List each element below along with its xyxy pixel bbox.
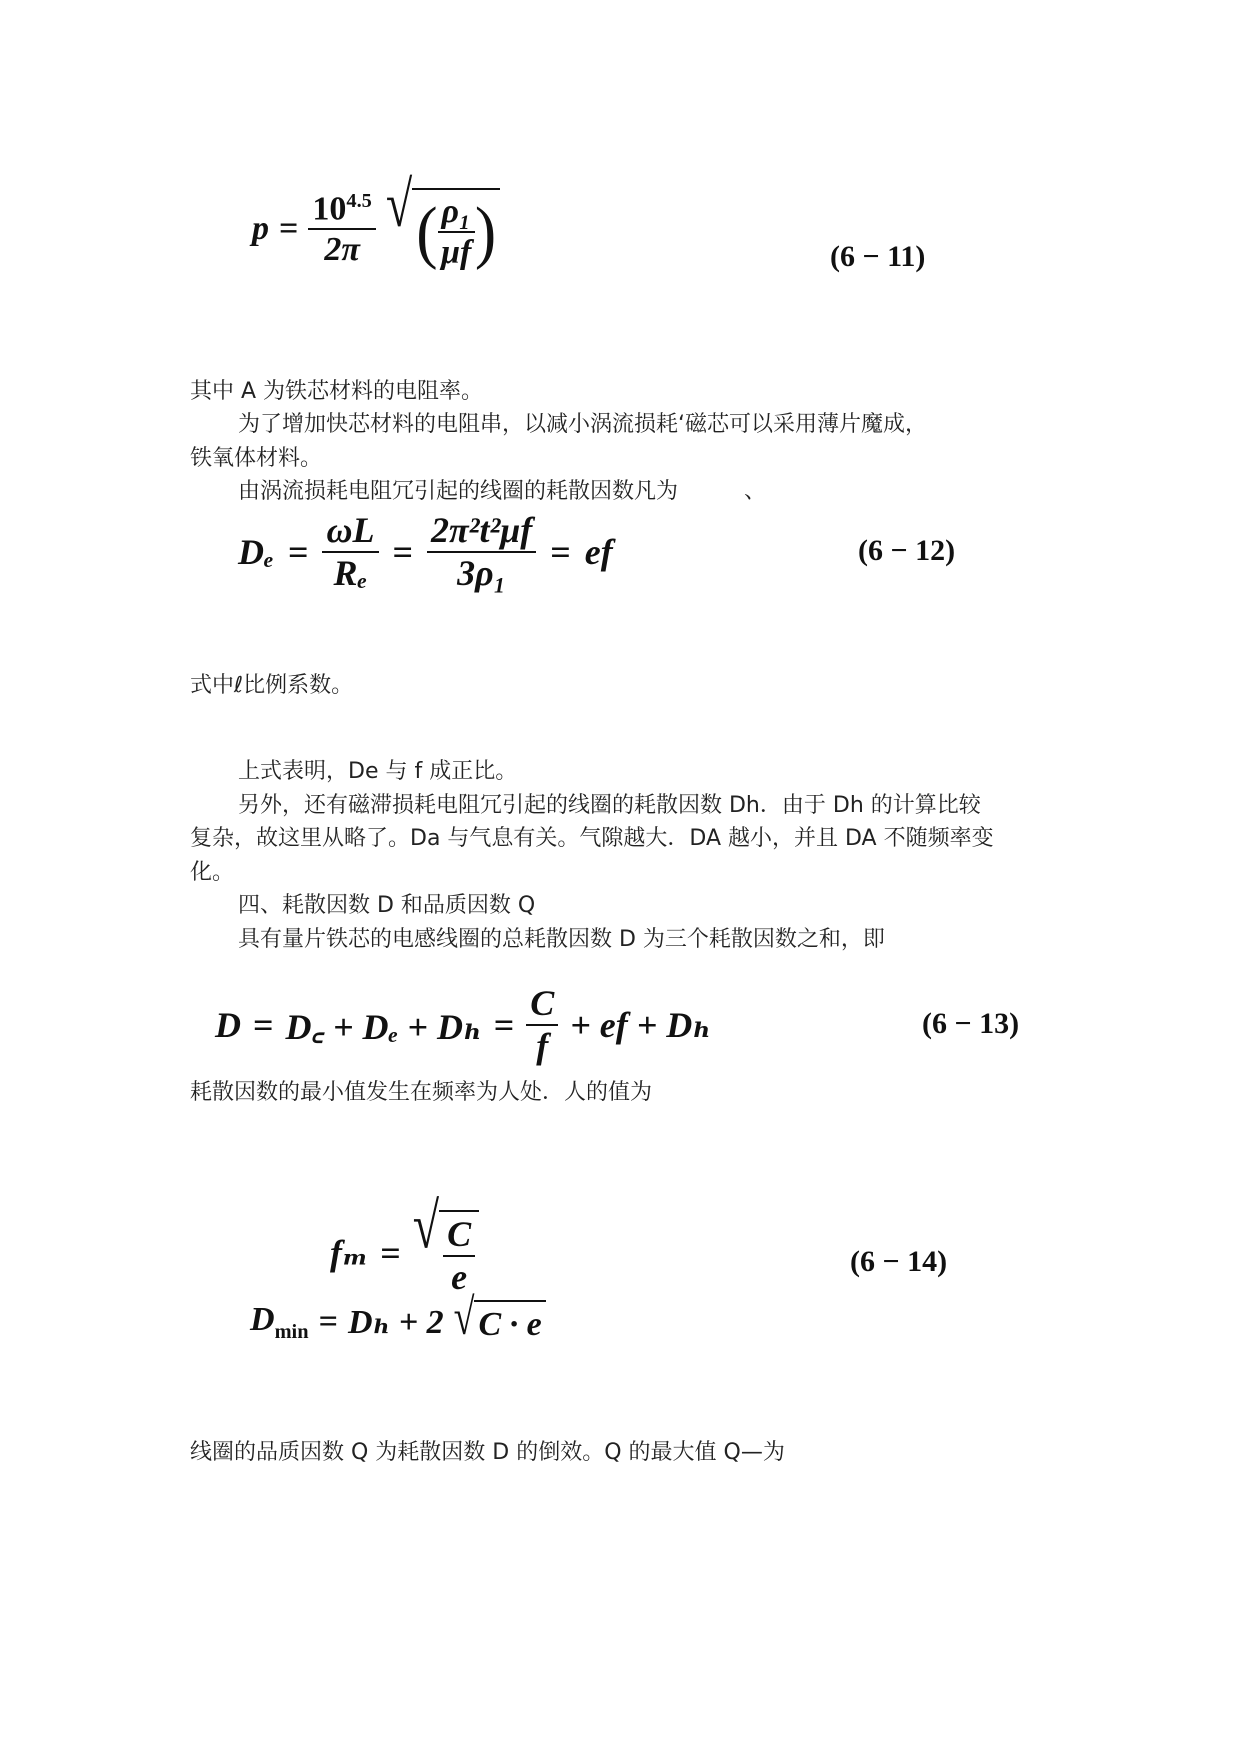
paragraph-6-line-3: 化。 (190, 860, 235, 885)
equation-6-13: D = D꜀ + Dₑ + Dₕ = $\frac{C}{f}$ + ef + Dₕ (215, 983, 712, 1066)
paragraph-4: 式中ℓ比例系数。 (190, 673, 354, 698)
equals-sign: = (279, 210, 299, 248)
equation-number-6-13: (6 − 13) (922, 1007, 1020, 1040)
sqrt-expression (385, 169, 500, 271)
equation-number-6-14: (6 − 14) (850, 1245, 948, 1278)
equation-6-12: Dₑ = $\frac{\omega L}{\text{Rₑ}}$ = $\frac{\text{2π²t²μf}}{\text{3ρ₁}}$ = ef (238, 510, 613, 593)
paragraph-5: 上式表明，De 与 f 成正比。 (238, 759, 518, 784)
paragraph-8: 具有量片铁芯的电感线圈的总耗散因数 D 为三个耗散因数之和，即 (238, 927, 885, 952)
eq-lhs: D (215, 1005, 241, 1046)
eq-terms: D꜀ + Dₑ + Dₕ (285, 1006, 482, 1047)
equation-6-14: fₘ = √ $\frac{C}{e}$ (330, 1210, 479, 1297)
eq-fraction (308, 191, 376, 268)
equation-6-11 (252, 169, 500, 271)
sqrt-body: $\frac{C}{e}$ (439, 1210, 479, 1297)
equation-dmin: $D_{min}$ = Dₕ + 2 √ C · e (250, 1300, 546, 1344)
sqrt-sign: √ (385, 169, 413, 242)
sqrt-body: ( $\frac{\text{ρ₁}}{\mu f}$ ) (412, 188, 500, 270)
equation-number-6-11: (6 − 11) (830, 240, 926, 273)
sqrt-expression: √ C · e (454, 1300, 546, 1344)
fraction-numerator: $10^{4.5}$ (308, 191, 376, 230)
paragraph-3: 由涡流损耗电阻冗引起的线圈的耗散因数凡为 、 (238, 479, 767, 504)
eq-lhs: Dₑ (238, 532, 274, 573)
sqrt-sign: √ (412, 1190, 440, 1263)
eq-fraction: $\frac{C}{f}$ (526, 985, 558, 1066)
paragraph-2-line-2: 铁氧体材料。 (190, 446, 323, 471)
eq-rhs: Dₕ + 2 (347, 1304, 444, 1341)
paragraph-6-line-2: 复杂，故这里从略了。Da 与气息有关。气隙越大．DA 越小，并且 DA 不随频率变 (190, 826, 994, 851)
paragraph-6-line-1: 另外，还有磁滞损耗电阻冗引起的线圈的耗散因数 Dh．由于 Dh 的计算比较 (238, 793, 981, 818)
sqrt-sign: √ (453, 1289, 475, 1347)
inner-fraction: $\frac{\text{ρ₁}}{\mu f}$ (438, 194, 475, 270)
eq-lhs: p (252, 210, 269, 248)
eq-rhs: ef (584, 532, 613, 573)
eq-fraction-2: $\frac{\text{2π²t²μf}}{\text{3ρ₁}}$ (427, 512, 536, 593)
paragraph-10: 线圈的品质因数 Q 为耗散因数 D 的倒效。Q 的最大值 Q—为 (190, 1440, 785, 1465)
paragraph-9: 耗散因数的最小值发生在频率为人处．人的值为 (190, 1080, 653, 1105)
eq-lhs: $D_{min}$ (250, 1300, 309, 1343)
eq-rhs: + ef + Dₕ (570, 1005, 712, 1046)
equation-number-6-12: (6 − 12) (858, 534, 956, 567)
paragraph-2-line-1: 为了增加快芯材料的电阻串，以减小涡流损耗‘磁芯可以采用薄片魔成， (238, 412, 927, 437)
fraction-denominator: 2π (324, 230, 360, 268)
section-heading: 四、耗散因数 D 和品质因数 Q (238, 893, 536, 918)
eq-lhs: fₘ (330, 1233, 369, 1274)
eq-fraction-1: $\frac{\omega L}{\text{Rₑ}}$ (322, 512, 378, 593)
paragraph-1: 其中 A 为铁芯材料的电阻率。 (190, 379, 484, 404)
sqrt-expression (412, 1190, 479, 1297)
